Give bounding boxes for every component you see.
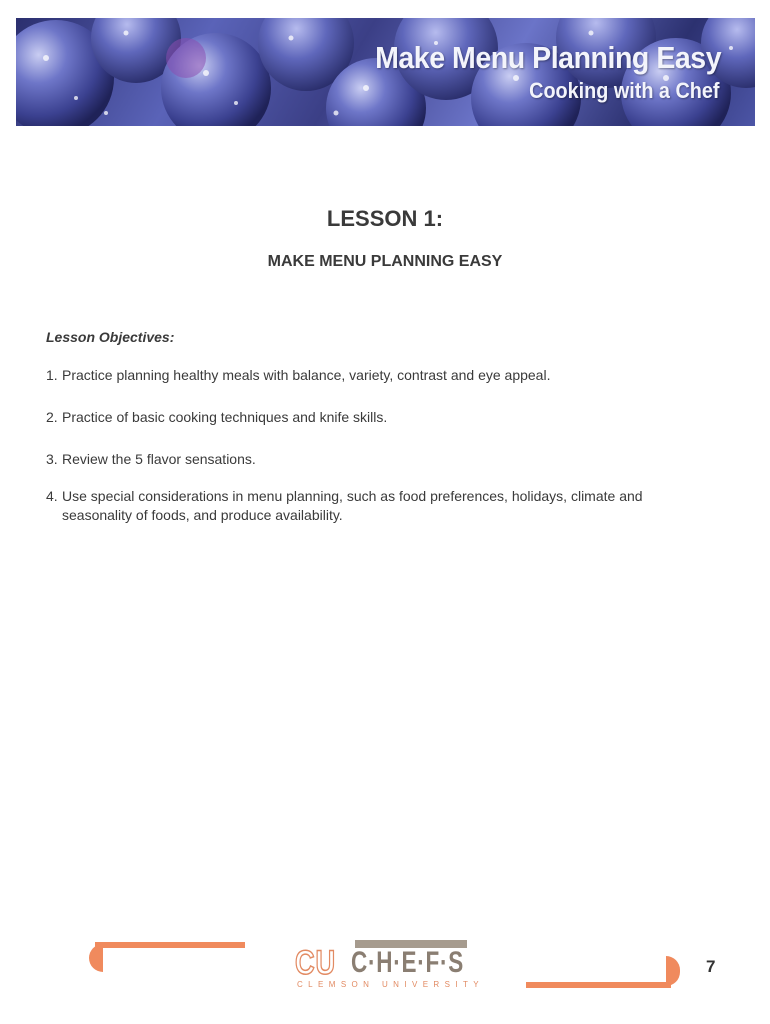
footer-left-cap	[89, 944, 103, 972]
logo-cu-text: CU	[295, 944, 336, 982]
objective-item	[46, 366, 706, 385]
footer-right-cap	[666, 956, 680, 986]
logo-chefs-text: C·H·E·F·S	[351, 946, 464, 979]
banner-subtitle: Cooking with a Chef	[528, 78, 719, 103]
cu-chefs-logo	[295, 940, 484, 990]
objective-text: Practice planning healthy meals with balance, variety, contrast and eye appeal.	[62, 367, 551, 383]
lesson-title: MAKE MENU PLANNING EASY	[267, 253, 503, 270]
logo-university-text: CLEMSON UNIVERSITY	[297, 980, 484, 989]
objective-text: Practice of basic cooking techniques and knife skills.	[62, 409, 388, 425]
page-number: 7	[706, 957, 716, 976]
header-banner	[16, 18, 755, 126]
objective-number: 2.	[46, 409, 58, 425]
banner-title: Make Menu Planning Easy	[374, 40, 721, 75]
objectives-heading: Lesson Objectives:	[46, 329, 175, 345]
footer-right-bar	[526, 982, 671, 988]
objective-text-continued: seasonality of foods, and produce availability.	[62, 507, 343, 523]
objective-item	[46, 408, 706, 427]
objective-item	[46, 450, 706, 469]
objective-number: 4.	[46, 488, 58, 504]
lesson-number: LESSON 1:	[326, 206, 444, 231]
footer-left-bar	[95, 942, 245, 948]
objective-number: 1.	[46, 367, 58, 383]
objective-item	[46, 487, 706, 525]
objective-text: Use special considerations in menu planning, such as food preferences, holidays, climate and	[62, 488, 643, 504]
objective-number: 3.	[46, 451, 58, 467]
objective-text: Review the 5 flavor sensations.	[62, 451, 256, 467]
